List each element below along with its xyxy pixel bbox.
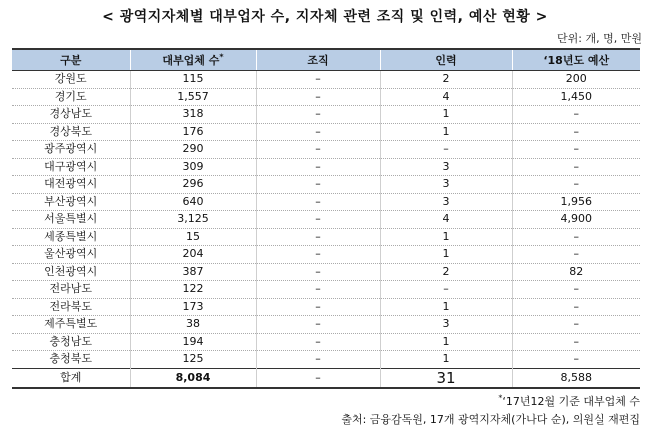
table-row [12,333,640,351]
header-lenders-label: 대부업체 수 [162,54,220,67]
table-row [12,228,640,246]
cell-lenders: 290 [130,141,256,159]
header-lenders [130,49,256,71]
cell-lenders: 204 [130,246,256,264]
source-note: 출처: 금융감독원, 17개 광역지자체(가나다 순), 의원실 재편집 [341,413,640,426]
cell-budget: 200 [512,71,640,89]
header-budget: ‘18년도 예산 [512,49,640,71]
cell-region: 인천광역시 [12,263,130,281]
total-row [12,368,640,388]
cell-org: – [256,141,380,159]
cell-org: – [256,246,380,264]
total-staff: 31 [380,368,512,388]
cell-budget: – [512,123,640,141]
cell-region: 대전광역시 [12,176,130,194]
cell-region: 강원도 [12,71,130,89]
cell-staff: 1 [380,333,512,351]
cell-lenders: 1,557 [130,88,256,106]
cell-org: – [256,316,380,334]
table-row [12,123,640,141]
cell-org: – [256,193,380,211]
cell-org: – [256,176,380,194]
table-row [12,158,640,176]
data-table [12,48,640,389]
cell-staff: 2 [380,71,512,89]
table-row [12,246,640,264]
cell-region: 경기도 [12,88,130,106]
cell-org: – [256,211,380,229]
cell-region: 부산광역시 [12,193,130,211]
cell-staff: 3 [380,193,512,211]
cell-region: 전라북도 [12,298,130,316]
table-row [12,106,640,124]
cell-org: – [256,228,380,246]
cell-org: – [256,158,380,176]
cell-org: – [256,333,380,351]
cell-org: – [256,106,380,124]
footnote-text: ‘17년12월 기준 대부업체 수 [502,395,640,408]
cell-region: 대구광역시 [12,158,130,176]
header-org: 조직 [256,49,380,71]
table-row [12,88,640,106]
cell-lenders: 38 [130,316,256,334]
cell-staff: – [380,281,512,299]
table-header-row [12,49,640,71]
table-row [12,281,640,299]
cell-lenders: 125 [130,351,256,369]
cell-org: – [256,88,380,106]
cell-staff: 4 [380,211,512,229]
cell-region: 광주광역시 [12,141,130,159]
cell-budget: – [512,176,640,194]
cell-lenders: 296 [130,176,256,194]
cell-budget: – [512,298,640,316]
cell-budget: – [512,316,640,334]
cell-lenders: 194 [130,333,256,351]
cell-region: 서울특별시 [12,211,130,229]
cell-org: – [256,298,380,316]
table-row [12,316,640,334]
cell-region: 전라남도 [12,281,130,299]
table-row [12,193,640,211]
cell-staff: 2 [380,263,512,281]
total-region: 합계 [12,368,130,388]
cell-lenders: 3,125 [130,211,256,229]
table-row [12,141,640,159]
cell-region: 경상남도 [12,106,130,124]
table-row [12,263,640,281]
cell-lenders: 173 [130,298,256,316]
cell-budget: – [512,333,640,351]
cell-staff: 3 [380,316,512,334]
cell-org: – [256,263,380,281]
unit-label: 단위: 개, 명, 만원 [557,32,642,45]
cell-staff: 1 [380,228,512,246]
cell-budget: – [512,228,640,246]
footnote [498,393,640,409]
footnote-star: * [498,393,503,403]
cell-lenders: 115 [130,71,256,89]
table-body [12,71,640,388]
cell-staff: 3 [380,176,512,194]
cell-lenders: 176 [130,123,256,141]
cell-region: 충청북도 [12,351,130,369]
cell-lenders: 387 [130,263,256,281]
table-row [12,298,640,316]
cell-lenders: 122 [130,281,256,299]
cell-lenders: 318 [130,106,256,124]
header-staff: 인력 [380,49,512,71]
cell-budget: 1,450 [512,88,640,106]
table-row [12,176,640,194]
cell-region: 충청남도 [12,333,130,351]
header-region: 구분 [12,49,130,71]
cell-lenders: 309 [130,158,256,176]
table-row [12,351,640,369]
total-org: – [256,368,380,388]
cell-lenders: 15 [130,228,256,246]
cell-staff: 1 [380,246,512,264]
cell-staff: 1 [380,298,512,316]
cell-region: 제주특별도 [12,316,130,334]
cell-budget: – [512,141,640,159]
cell-staff: 1 [380,106,512,124]
cell-org: – [256,351,380,369]
cell-budget: 1,956 [512,193,640,211]
cell-region: 울산광역시 [12,246,130,264]
cell-staff: 1 [380,123,512,141]
cell-staff: 1 [380,351,512,369]
table-row [12,71,640,89]
total-lenders: 8,084 [130,368,256,388]
cell-budget: – [512,106,640,124]
cell-budget: – [512,281,640,299]
header-lenders-star: * [219,52,224,62]
total-budget: 8,588 [512,368,640,388]
cell-org: – [256,123,380,141]
cell-budget: – [512,158,640,176]
cell-staff: 3 [380,158,512,176]
cell-staff: – [380,141,512,159]
cell-region: 세종특별시 [12,228,130,246]
cell-lenders: 640 [130,193,256,211]
cell-budget: 82 [512,263,640,281]
cell-region: 경상북도 [12,123,130,141]
cell-budget: 4,900 [512,211,640,229]
cell-budget: – [512,246,640,264]
table-row [12,211,640,229]
cell-staff: 4 [380,88,512,106]
page-title: < 광역지자체별 대부업자 수, 지자체 관련 조직 및 인력, 예산 현황 > [102,9,548,25]
cell-org: – [256,71,380,89]
cell-org: – [256,281,380,299]
cell-budget: – [512,351,640,369]
